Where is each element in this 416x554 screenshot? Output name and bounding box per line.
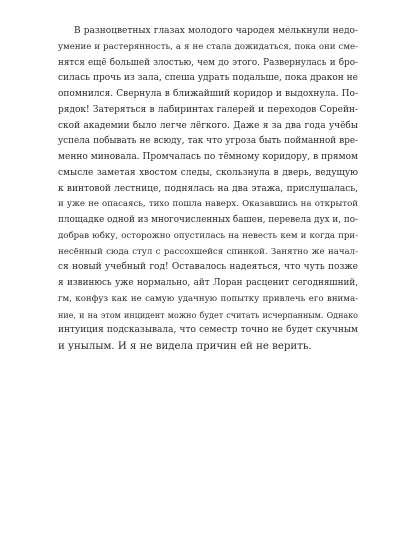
text-line: ся новый учебный год! Оставалось надеяться, что чуть позже <box>58 262 358 273</box>
text-line: силась прочь из зала, спеша удрать подальше, пока дракон не <box>58 73 358 84</box>
text-line: ской академии было легче лёгкого. Даже я за два года учёбы <box>58 120 358 131</box>
text-line: умение и растерянность, а я не стала дожидаться, пока они сме- <box>58 41 358 52</box>
text-line: площадке одной из многочисленных башен, перевела дух и, по- <box>58 215 358 225</box>
text-line: смысле заметая хвостом следы, скользнула в дверь, ведущую <box>58 167 358 178</box>
text-line: рядок! Затеряться в лабиринтах галерей и переходов Сорейн- <box>58 104 358 115</box>
text-line: интуиция подсказывала, что семестр точно не будет скучным <box>58 325 358 336</box>
text-line: к винтовой лестнице, поднялась на два этажа, прислушалась, <box>58 183 358 194</box>
text-line: нятся ещё большей злостью, чем до этого. Развернулась и бро- <box>58 57 358 68</box>
body-paragraph <box>58 24 358 355</box>
text-line: ние, и на этом инцидент можно будет считать исчерпанным. Однако <box>58 310 358 320</box>
text-line: менно миновала. Промчалась по тёмному коридору, в прямом <box>58 152 358 162</box>
text-line: опомнился. Свернула в ближайший коридор и выдохнула. По- <box>58 89 358 99</box>
text-line: несённый сюда стул с рассохшейся спинкой. Занятно же начал- <box>58 246 358 257</box>
text-line: В разноцветных глазах молодого чародея мелькнули недо- <box>74 26 358 36</box>
text-line: добрав юбку, осторожно опустилась на невесть кем и когда при- <box>58 230 358 241</box>
text-line: я извинюсь уже нормально, айт Лоран расценит сегодняшний, <box>58 278 358 288</box>
text-line: и уже не опасаясь, тихо пошла наверх. Оказавшись на открытой <box>58 199 358 210</box>
text-line: и унылым. И я не видела причин ей не верить. <box>58 341 312 352</box>
text-line: успела побывать не всюду, так что угроза быть пойманной вре- <box>58 136 358 147</box>
text-line: гм, конфуз как не самую удачную попытку привлечь его внима- <box>58 293 358 304</box>
